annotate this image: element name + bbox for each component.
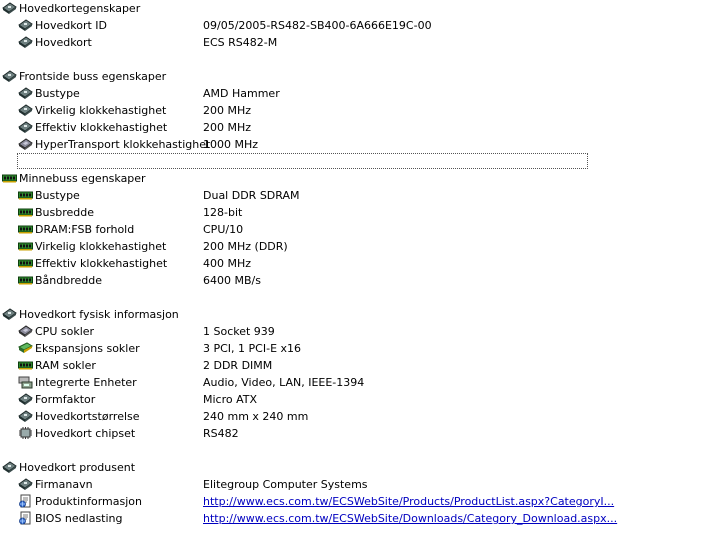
property-label: Busbredde	[35, 206, 95, 219]
property-label: Virkelig klokkehastighet	[35, 104, 167, 117]
property-value: 09/05/2005-RS482-SB400-6A666E19C-00	[203, 19, 432, 32]
cpu-chip-icon	[18, 324, 33, 338]
property-row[interactable]	[0, 221, 728, 238]
motherboard-icon	[2, 1, 17, 15]
motherboard-icon	[18, 409, 33, 423]
property-row[interactable]	[0, 323, 728, 340]
web-page-icon	[18, 511, 33, 525]
property-row[interactable]	[0, 391, 728, 408]
property-row[interactable]	[0, 476, 728, 493]
property-row[interactable]	[0, 187, 728, 204]
property-label: DRAM:FSB forhold	[35, 223, 135, 236]
property-label: BIOS nedlasting	[35, 512, 123, 525]
property-label: CPU sokler	[35, 325, 95, 338]
expansion-card-icon	[18, 341, 33, 355]
property-label: Produktinformasjon	[35, 495, 142, 508]
property-value: 200 MHz	[203, 104, 252, 117]
property-value: 6400 MB/s	[203, 274, 261, 287]
property-row[interactable]	[0, 425, 728, 442]
property-value: 200 MHz (DDR)	[203, 240, 288, 253]
cpu-chip-icon	[18, 137, 33, 151]
property-value: AMD Hammer	[203, 87, 280, 100]
property-row[interactable]	[0, 272, 728, 289]
property-row[interactable]	[0, 102, 728, 119]
memory-module-icon	[2, 171, 17, 185]
section-header[interactable]	[0, 459, 728, 476]
property-label: RAM sokler	[35, 359, 96, 372]
property-label: Hovedkort chipset	[35, 427, 136, 440]
property-row[interactable]	[0, 374, 728, 391]
property-row[interactable]	[0, 340, 728, 357]
property-label: Ekspansjons sokler	[35, 342, 140, 355]
property-value: Dual DDR SDRAM	[203, 189, 300, 202]
memory-module-icon	[18, 205, 33, 219]
motherboard-icon	[2, 69, 17, 83]
memory-module-icon	[18, 273, 33, 287]
property-value: 1 Socket 939	[203, 325, 275, 338]
motherboard-icon	[18, 477, 33, 491]
memory-module-icon	[18, 222, 33, 236]
property-value: 128-bit	[203, 206, 243, 219]
memory-module-icon	[18, 188, 33, 202]
property-label: Bustype	[35, 87, 80, 100]
property-value: 3 PCI, 1 PCI-E x16	[203, 342, 302, 355]
property-row[interactable]	[0, 255, 728, 272]
property-value: 200 MHz	[203, 121, 252, 134]
memory-module-icon	[18, 358, 33, 372]
memory-module-icon	[18, 256, 33, 270]
property-label: Formfaktor	[35, 393, 96, 406]
motherboard-icon	[2, 460, 17, 474]
property-row[interactable]	[0, 408, 728, 425]
section-header[interactable]	[0, 68, 728, 85]
property-label: Båndbredde	[35, 274, 103, 287]
section-title: Hovedkortegenskaper	[19, 2, 141, 15]
motherboard-icon	[18, 392, 33, 406]
property-row[interactable]	[0, 17, 728, 34]
section-title: Hovedkort produsent	[19, 461, 136, 474]
property-row[interactable]	[0, 119, 728, 136]
property-row[interactable]	[0, 34, 728, 51]
property-row[interactable]	[0, 357, 728, 374]
section-header[interactable]	[0, 0, 728, 17]
web-page-icon	[18, 494, 33, 508]
section-header[interactable]	[0, 306, 728, 323]
property-value: ECS RS482-M	[203, 36, 278, 49]
property-label: Effektiv klokkehastighet	[35, 257, 168, 270]
motherboard-icon	[18, 18, 33, 32]
property-value-link[interactable]: http://www.ecs.com.tw/ECSWebSite/Downloads/Category_Download.aspx...	[203, 512, 618, 525]
property-label: Hovedkortstørrelse	[35, 410, 140, 423]
integrated-devices-icon	[18, 375, 33, 389]
property-row[interactable]	[0, 510, 728, 527]
property-value: 400 MHz	[203, 257, 252, 270]
property-value: Micro ATX	[203, 393, 258, 406]
property-value: 240 mm x 240 mm	[203, 410, 309, 423]
property-label: Bustype	[35, 189, 80, 202]
property-row[interactable]	[0, 493, 728, 510]
property-value: RS482	[203, 427, 239, 440]
property-value: 1000 MHz	[203, 138, 259, 151]
property-value: 2 DDR DIMM	[203, 359, 273, 372]
property-label: Hovedkort	[35, 36, 92, 49]
motherboard-icon	[18, 35, 33, 49]
section-title: Minnebuss egenskaper	[19, 172, 146, 185]
property-value-link[interactable]: http://www.ecs.com.tw/ECSWebSite/Products/ProductList.aspx?CategoryI...	[203, 495, 615, 508]
motherboard-icon	[18, 86, 33, 100]
property-value: Elitegroup Computer Systems	[203, 478, 368, 491]
property-value: Audio, Video, LAN, IEEE-1394	[203, 376, 365, 389]
property-row[interactable]	[0, 204, 728, 221]
property-label: Integrerte Enheter	[35, 376, 137, 389]
motherboard-icon	[18, 120, 33, 134]
property-label: Hovedkort ID	[35, 19, 108, 32]
motherboard-icon	[2, 307, 17, 321]
property-label: Effektiv klokkehastighet	[35, 121, 168, 134]
property-row[interactable]	[0, 136, 728, 153]
memory-module-icon	[18, 239, 33, 253]
chipset-icon	[18, 426, 33, 440]
property-label: HyperTransport klokkehastighet	[35, 138, 211, 151]
section-header[interactable]	[0, 170, 728, 187]
property-row[interactable]	[0, 238, 728, 255]
property-label: Virkelig klokkehastighet	[35, 240, 167, 253]
selection-focus-rect	[17, 153, 588, 169]
property-row[interactable]	[0, 85, 728, 102]
motherboard-icon	[18, 103, 33, 117]
property-label: Firmanavn	[35, 478, 93, 491]
section-title: Frontside buss egenskaper	[19, 70, 167, 83]
section-title: Hovedkort fysisk informasjon	[19, 308, 179, 321]
property-value: CPU/10	[203, 223, 244, 236]
